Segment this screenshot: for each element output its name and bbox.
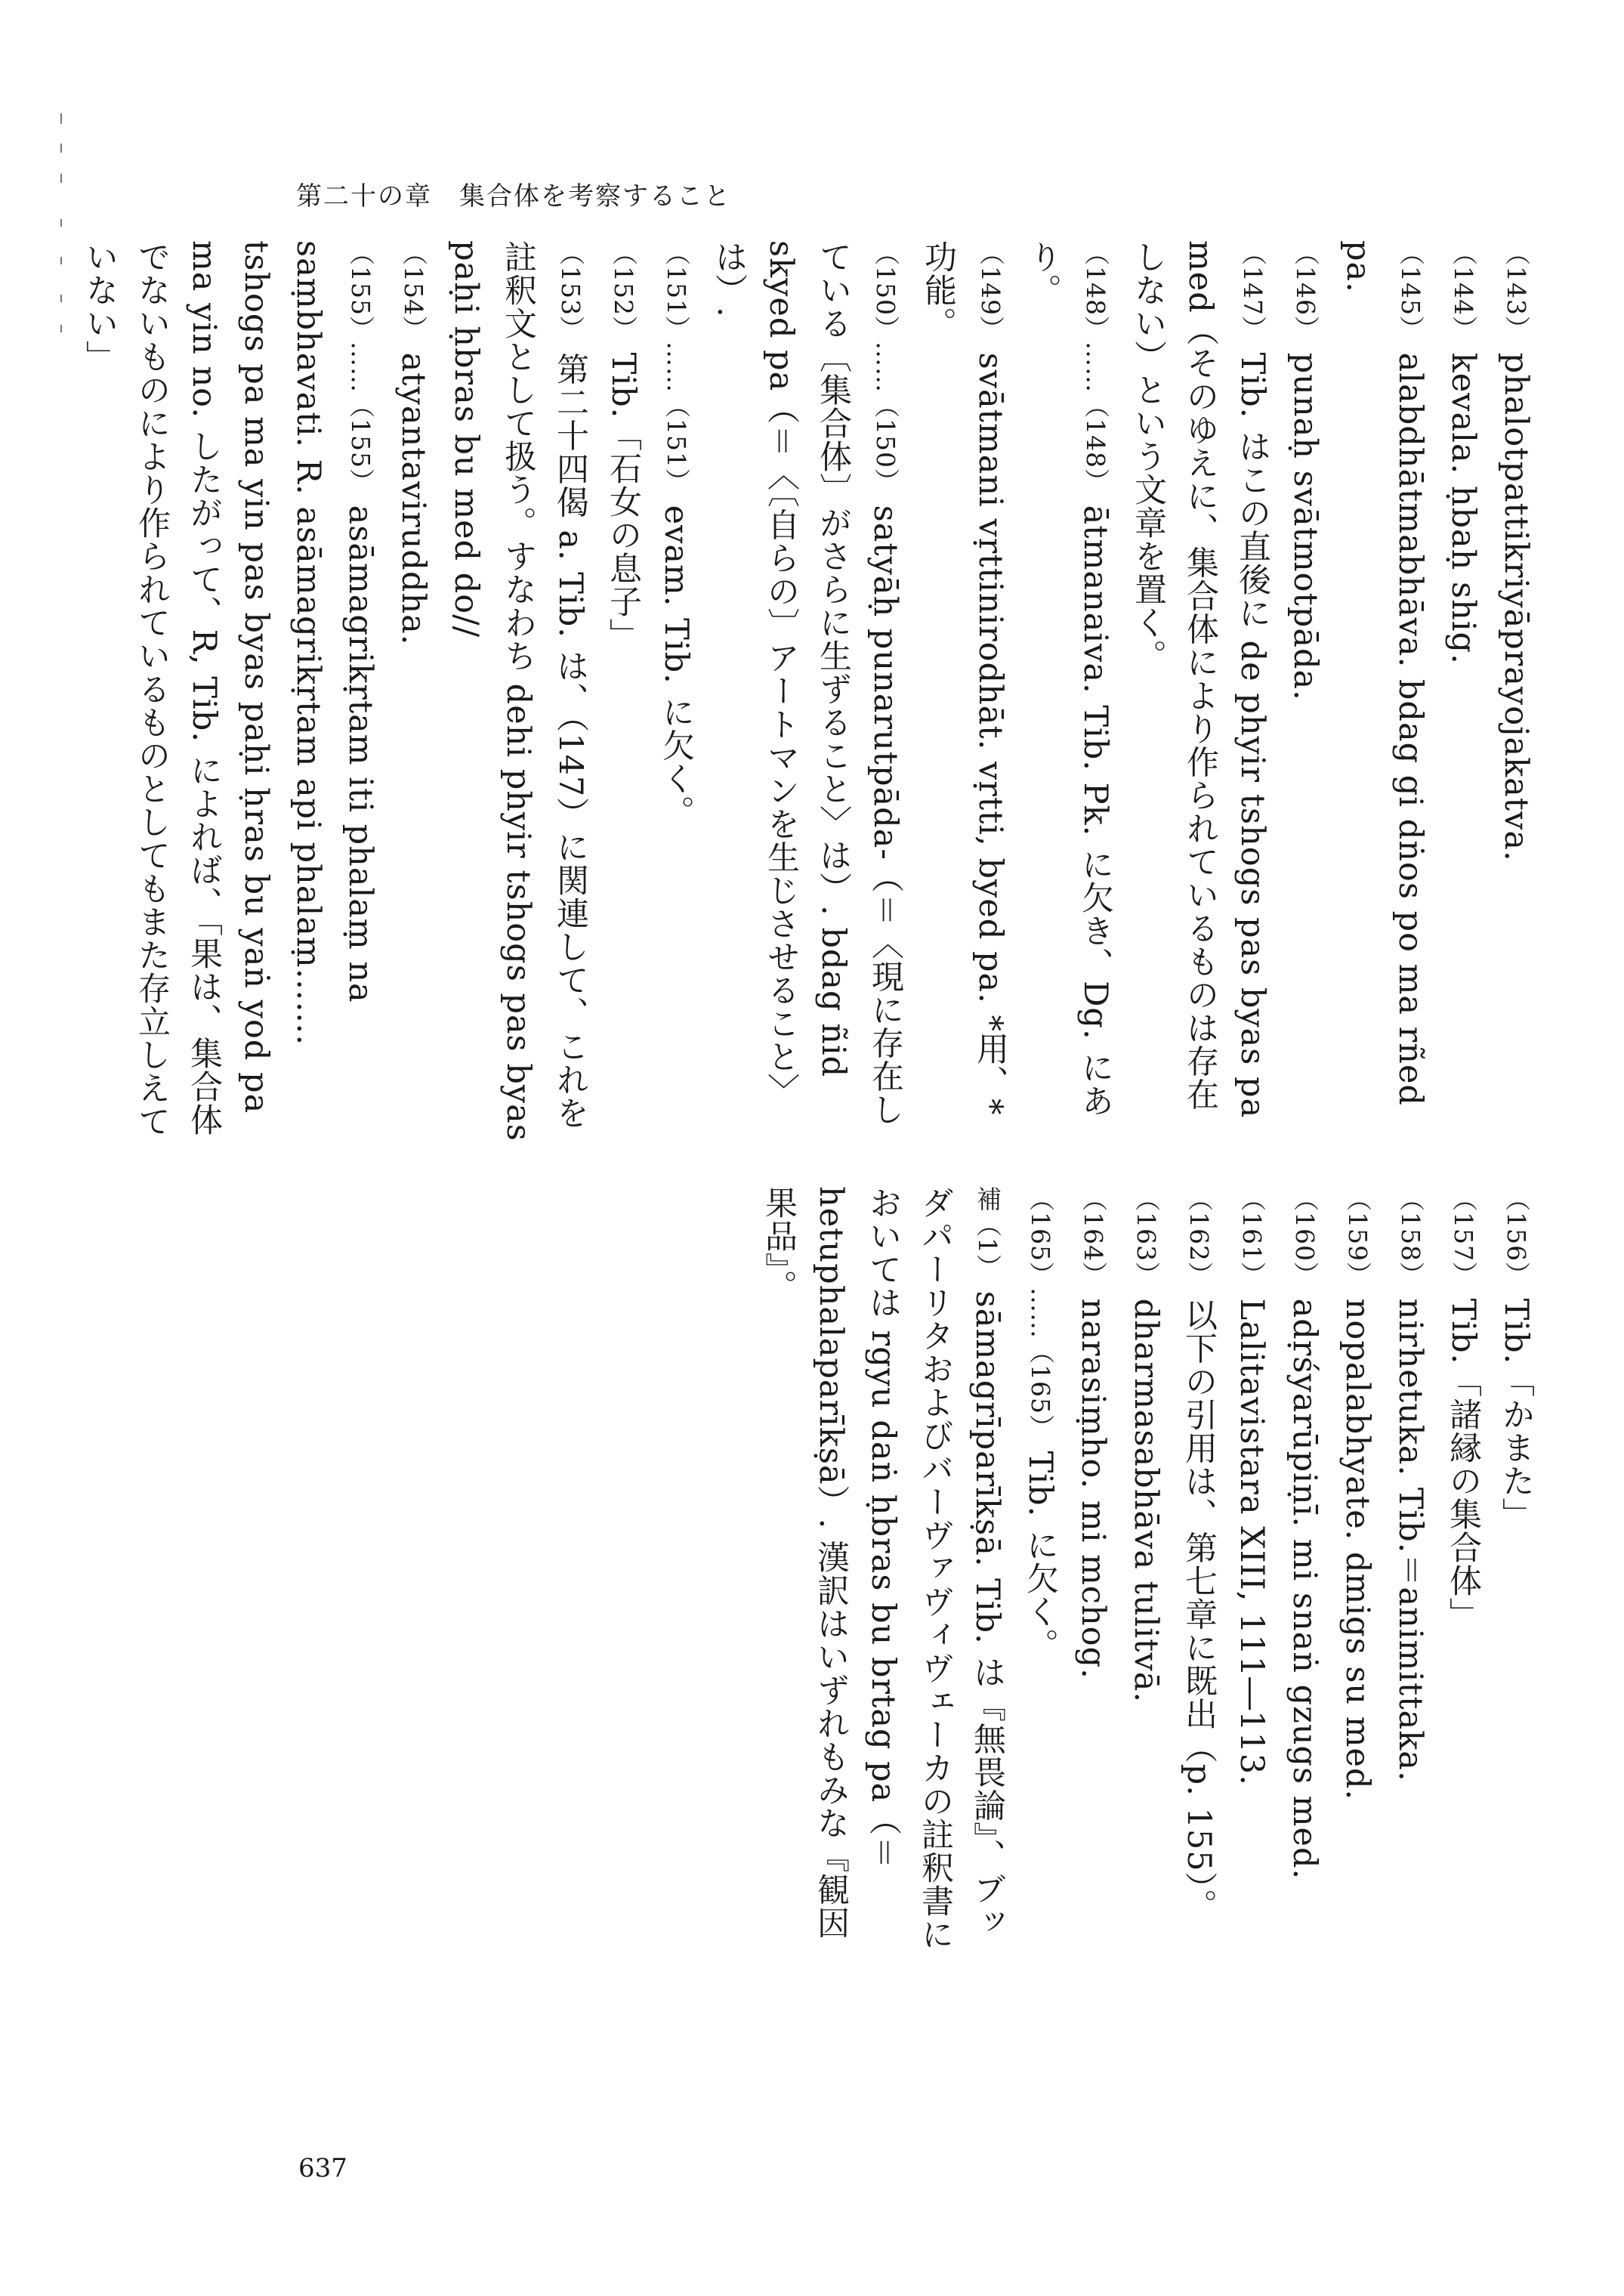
footnote-text: ātmanaiva. Tib. Pk. に欠き、Dg. にあり。: [1024, 240, 1114, 1118]
footnote: [1278, 1186, 1331, 1957]
notes-upper-block: [73, 240, 1542, 1153]
footnote-number: （143）: [1502, 240, 1531, 341]
footnote-number: （159）: [1343, 1186, 1372, 1287]
footnote: [387, 240, 440, 1143]
footnote-text: 以下の引用は、第七章に既出（p. 155）。: [1180, 1287, 1218, 1923]
footnote-text: Tib.「石女の息子」: [604, 341, 642, 652]
footnote-number: （145）: [1396, 240, 1425, 341]
footnote: [702, 240, 912, 1143]
footnote: [752, 1186, 1014, 1957]
footnote-text: Tib. はこの直後に de phyir tshogs pas byas pa med（そのゆえに、集合体により作られているものは存在しない）という文章を置く。: [1129, 240, 1271, 1129]
footnote-number: （144）: [1449, 240, 1478, 341]
footnote-number: 補（1）: [973, 1186, 1002, 1280]
footnote-text: svātmani vṛttinirodhāt. vṛtti, byed pa. *用、*功能。: [919, 240, 1009, 1116]
footnote-text: dharmasabhāva tulitvā.: [1127, 1287, 1165, 1704]
footnote-text: narasiṃho. mi mchog.: [1074, 1287, 1112, 1680]
page-header: 第二十の章 集合体を考察すること: [296, 181, 731, 212]
footnote-text: 第二十四偈 a. Tib. は、（147）に関連して、これを註釈文として扱う。すなわち dehi phyir tshogs pas byas paḥi ḥbras bu med do//: [447, 240, 589, 1153]
footnote-text: Tib. に欠く。: [1021, 1439, 1059, 1661]
footnote-number: （149）: [976, 240, 1005, 341]
footnote: [1437, 1186, 1490, 1957]
footnote-text: punaḥ svātmotpāda.: [1286, 341, 1324, 701]
footnote-number: （152）: [609, 240, 638, 341]
footnote-text: adṛśyarūpiṇī. mi snaṅ gzugs med.: [1286, 1287, 1323, 1880]
footnote-number: （146）: [1291, 240, 1320, 341]
footnote: [1017, 240, 1122, 1143]
footnote: [1172, 1186, 1225, 1957]
footnote: [912, 240, 1017, 1143]
footnote-text: kevala. ḥbaḥ shig.: [1444, 341, 1482, 665]
footnote: [597, 240, 650, 1143]
footnote-number: （153）: [556, 240, 585, 341]
footnote-number: （162）: [1184, 1186, 1214, 1287]
footnote-number: （158）: [1396, 1186, 1425, 1287]
footnote-text: nirhetuka. Tib.＝animittaka.: [1391, 1287, 1429, 1782]
footnote: [1014, 1186, 1067, 1957]
footnote-number: （165）……（165）: [1026, 1186, 1055, 1440]
footnote: [1490, 240, 1542, 1143]
footnote: [1332, 240, 1437, 1143]
footnote-text: atyantaviruddha.: [394, 341, 432, 646]
footnote-text: Tib.「諸縁の集合体」: [1444, 1287, 1482, 1631]
footnote: [1119, 1186, 1172, 1957]
footnote-text: alabdhātmabhāva. bdag gi dṅos po ma rñed pa.: [1339, 240, 1429, 1117]
footnote: [440, 240, 597, 1153]
margin-marks: [45, 113, 76, 340]
footnote: [1384, 1186, 1437, 1957]
notes-lower-block: [752, 1186, 1542, 1957]
footnote-number: （160）: [1290, 1186, 1320, 1287]
footnote-number: （156）: [1502, 1186, 1531, 1287]
footnote: [1279, 240, 1332, 1143]
footnote-text: evam. Tib. に欠く。: [657, 493, 695, 829]
footnote-number: （147）: [1238, 240, 1267, 341]
footnote: [1437, 240, 1490, 1143]
footnote-number: （148）……（148）: [1081, 240, 1110, 494]
footnote-number: （161）: [1237, 1186, 1267, 1287]
footnote-text: Lalitavistara XIII, 111―113.: [1233, 1287, 1270, 1786]
footnote: [1490, 1186, 1542, 1957]
footnote-number: （154）: [399, 240, 428, 341]
footnote-text: sāmagrīparīkṣā. Tib. は『無畏論』、ブッダパーリタおよびバーヴァヴィヴェーカの註釈書においては rgyu daṅ ḥbras bu brtag pa（＝hetuphalaparīkṣā）. 漢訳はいずれもみな『観因果品』。: [760, 1186, 1006, 1951]
footnote-number: （150）……（150）: [871, 240, 900, 494]
footnote-number: （155）……（155）: [346, 240, 375, 494]
footnote-number: （164）: [1079, 1186, 1108, 1287]
footnote: [1331, 1186, 1384, 1957]
footnote-text: asāmagrikṛtam iti phalaṃ na saṃbhavati. R. asāmagrikṛtam api phalaṃ……. tshogs pa ma yin pas byas paḥi ḥras bu yaṅ yod pa ma yin no. したがって、R, Tib. によれば、「果は、集合体でないものにより作られているものとしてもまた存立しえていない」: [81, 240, 379, 1138]
footnote: [1067, 1186, 1119, 1957]
footnote: [650, 240, 702, 1143]
footnote: [73, 240, 387, 1143]
footnote-text: nopalabhyate. dmigs su med.: [1338, 1287, 1376, 1801]
footnote: [1225, 1186, 1278, 1957]
footnote: [1122, 240, 1279, 1143]
footnote-text: Tib.「かまた」: [1497, 1287, 1535, 1531]
footnote-number: （157）: [1449, 1186, 1478, 1287]
footnote-number: （163）: [1132, 1186, 1161, 1287]
footnote-number: （151）……（151）: [662, 240, 691, 494]
footnote-text: phalotpattikriyāprayojakatva.: [1497, 341, 1535, 862]
footnote-text: satyāḥ punarutpāda-（＝〈現に存在している〔集合体〕がさらに生ずること〉は）. bdag ñid skyed pa（＝〈〔自らの〕アートマンを生じさせること〉は）.: [710, 240, 904, 1126]
page-number: 637: [298, 2153, 347, 2183]
